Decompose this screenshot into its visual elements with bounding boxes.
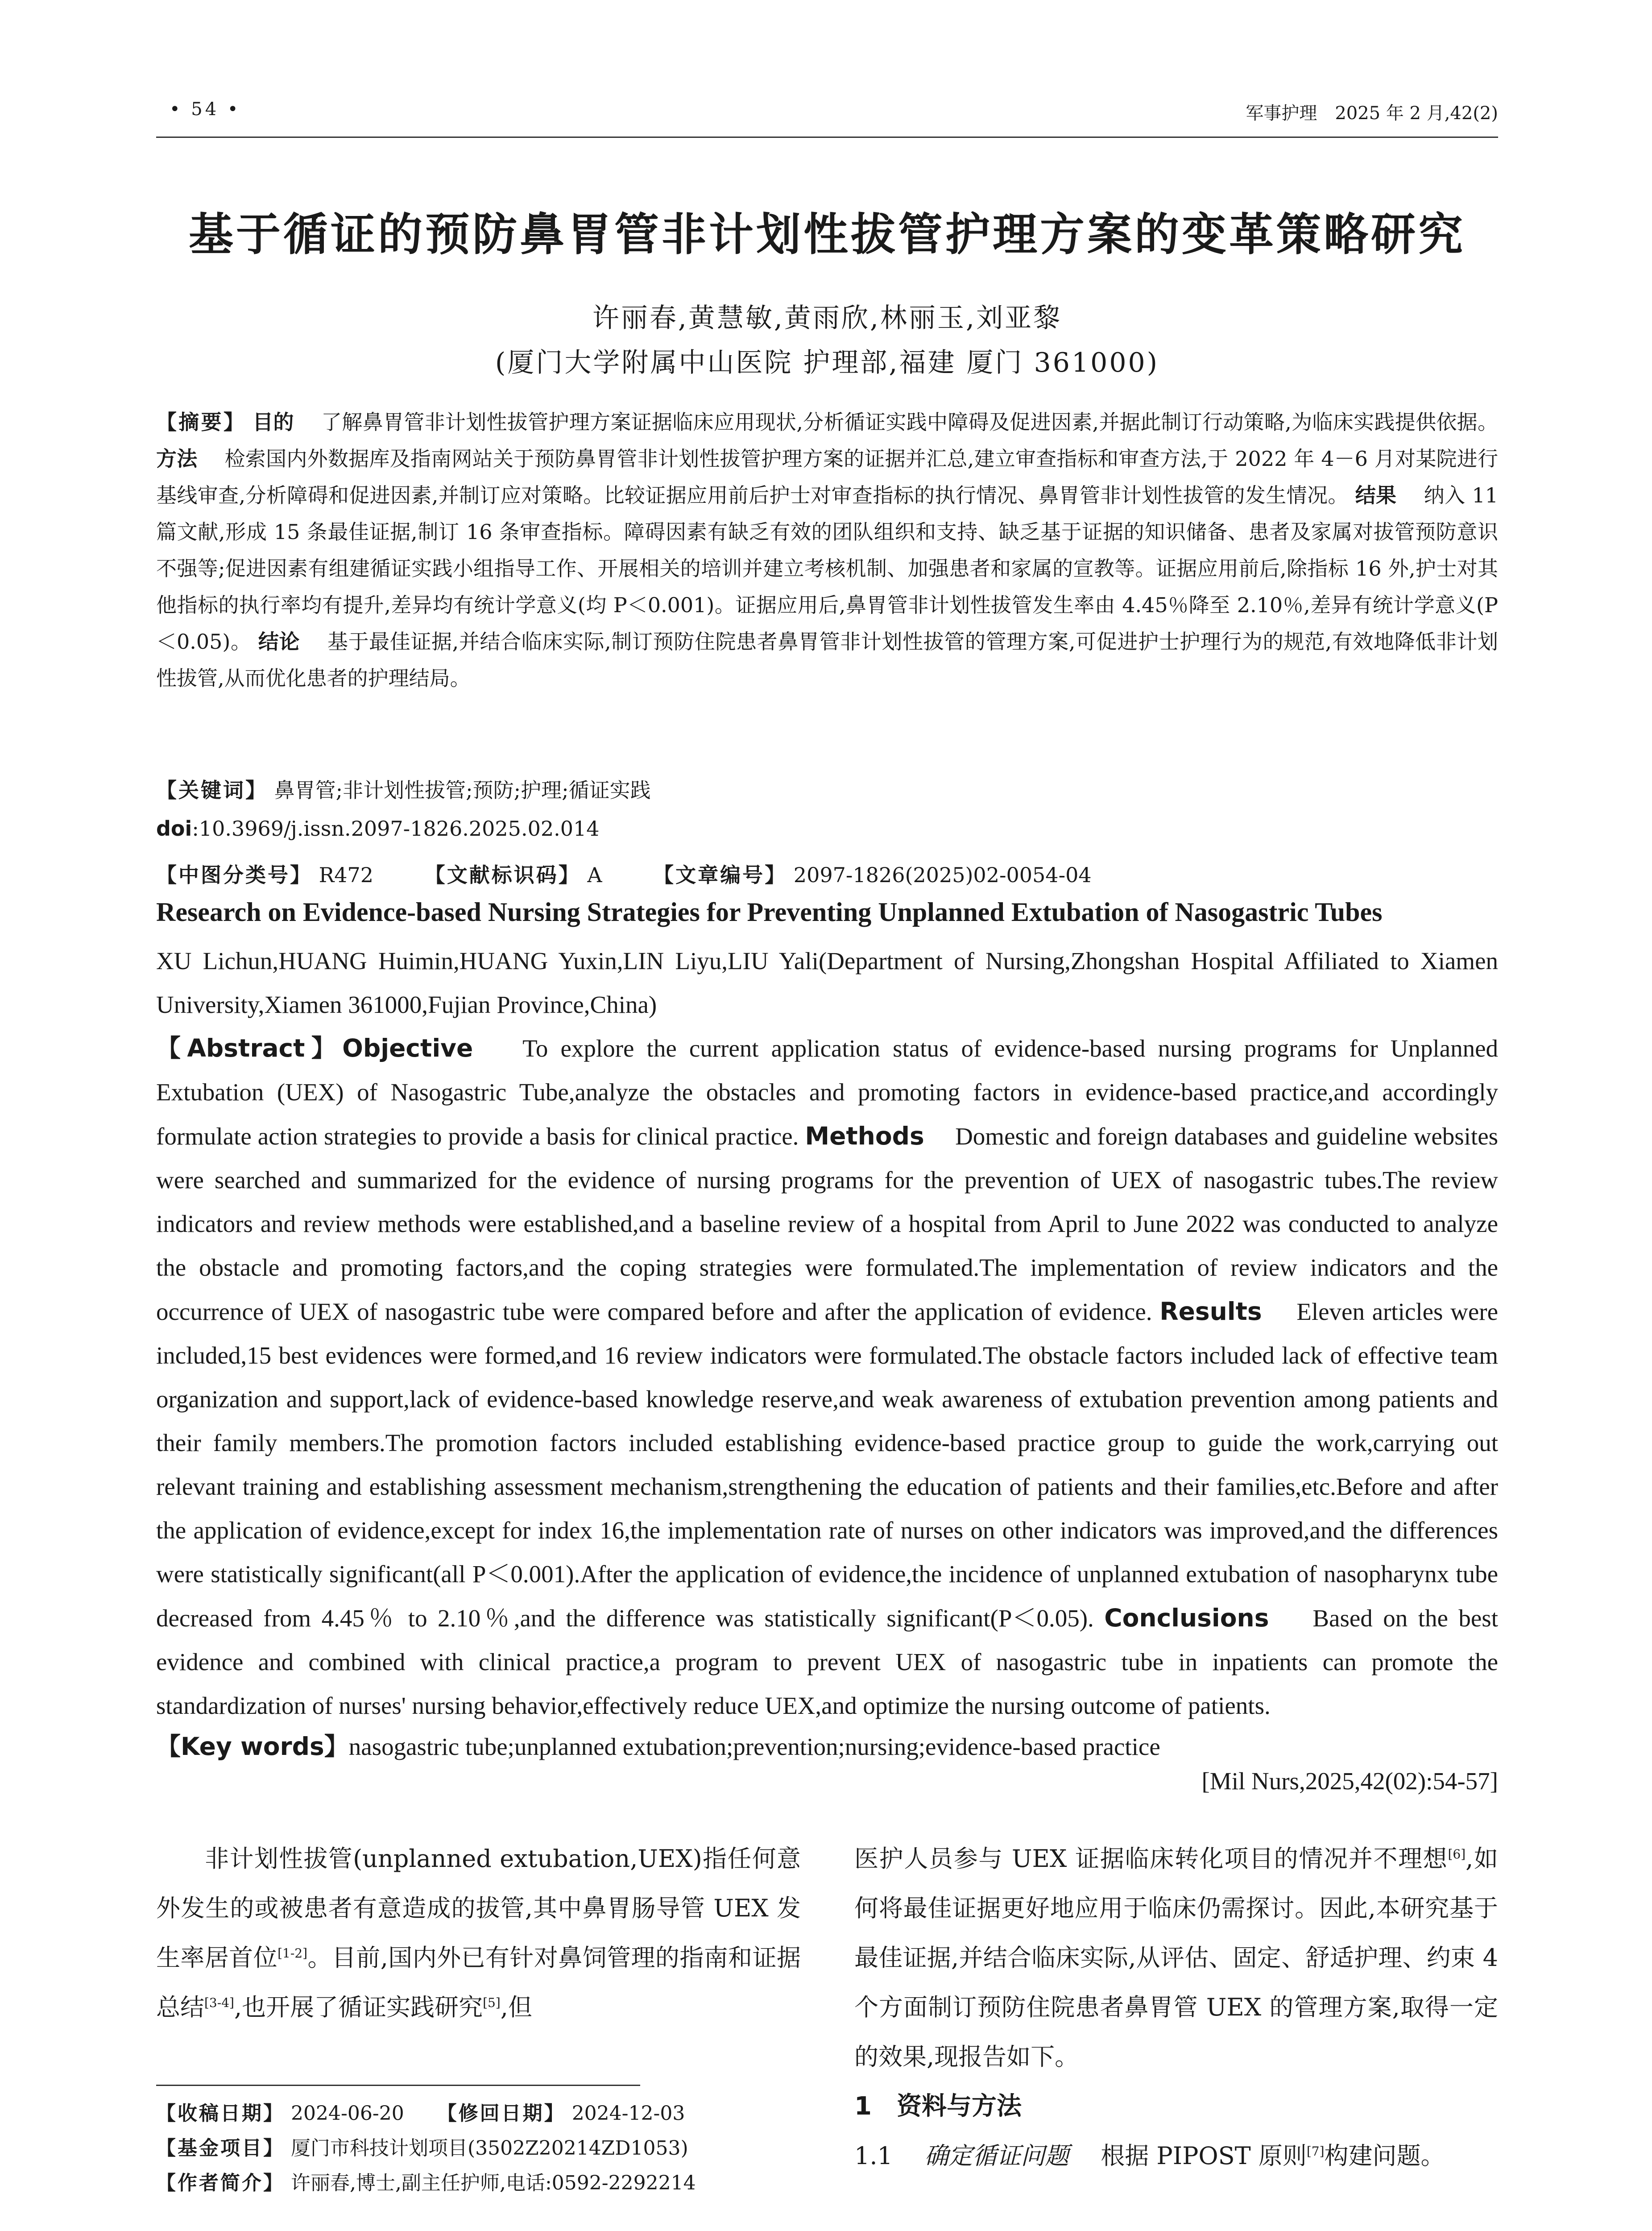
journal-info: 军事护理 2025 年 2 月,42(2): [1246, 103, 1498, 124]
abstract-en: [156, 1026, 1498, 1728]
intro-text-1: 非计划性拔管(unplanned extubation,UEX)指任何意外发生的或被患者有意造成的拔管,其中鼻胃肠导管 UEX 发生率居首位: [156, 1845, 801, 1972]
clc-value: R472: [319, 863, 374, 887]
results-label: 结果: [1355, 483, 1397, 507]
keywords-cn: [156, 774, 651, 804]
results-en-label: Results: [1159, 1297, 1262, 1326]
article-number-label: 【文章编号】: [653, 863, 787, 887]
doc-code-label: 【文献标识码】: [424, 863, 581, 887]
objective-en-label: Objective: [342, 1034, 473, 1062]
keywords-en-text: nasogastric tube;unplanned extubation;prevention;nursing;evidence-based practice: [348, 1733, 1160, 1760]
page-number: • 54 •: [170, 99, 241, 120]
keywords-en: [156, 1725, 1498, 1769]
intro-text-2: 。目前,国内外已有针对鼻饲管理的指南和证据总结: [156, 1944, 801, 2021]
received-date: 2024-06-20: [291, 2102, 404, 2125]
objective-text: 了解鼻胃管非计划性拔管护理方案证据临床应用现状,分析循证实践中障碍及促进因素,并据此制订行动策略,为临床实践提供依据。: [321, 410, 1498, 434]
section-heading: 1 资料与方法: [854, 2092, 1022, 2121]
subsection-text-2: 构建问题。: [1324, 2142, 1445, 2170]
revised-date: 2024-12-03: [571, 2102, 685, 2125]
abstract-en-label: 【Abstract】: [156, 1034, 343, 1062]
subsection: [854, 2131, 1498, 2181]
author-bio-text: 许丽春,博士,副主任护师,电话:0592-2292214: [291, 2172, 696, 2194]
author-bio-label: 【作者简介】: [156, 2172, 285, 2194]
methods-text: 检索国内外数据库及指南网站关于预防鼻胃管非计划性拔管护理方案的证据并汇总,建立审查指标和审查方法,于 2022 年 4－6 月对某院进行基线审查,分析障碍和促进因素,并制订应对策略。比较证据应用前后护士对审查指标的执行情况、鼻胃管非计划性拔管的发生情况。: [156, 447, 1499, 507]
conclusion-label: 结论: [258, 630, 300, 654]
doc-code-value: A: [587, 863, 602, 887]
doi-label: doi: [156, 817, 192, 841]
doi-text: :10.3969/j.issn.2097-1826.2025.02.014: [192, 817, 600, 841]
affiliation: (厦门大学附属中山医院 护理部,福建 厦门 361000): [495, 347, 1159, 378]
body-right-column: [854, 1834, 1498, 2181]
article-number-value: 2097-1826(2025)02-0054-04: [793, 863, 1092, 887]
subsection-title: 确定循证问题: [924, 2142, 1069, 2170]
keywords-text: 鼻胃管;非计划性拔管;预防;护理;循证实践: [274, 778, 651, 802]
footnote-fund: [156, 2132, 688, 2161]
citation: [Mil Nurs,2025,42(02):54-57]: [1201, 1767, 1498, 1795]
intro-text-3: ,也开展了循证实践研究: [234, 1993, 483, 2021]
abstract-cn: [156, 404, 1498, 697]
reference-mark: [3-4]: [204, 1995, 234, 2010]
methods-en-label: Methods: [805, 1122, 924, 1150]
objective-en-text: To explore the current application status of evidence-based nursing programs for Unplanned Extubation (UEX) of Nasogastric Tube,analyze the obstacles and promoting factors in evidence-based practice,and accordingly formulate action strategies to provide a basis for clinical practice.: [156, 1035, 1498, 1150]
results-text: 纳入 11 篇文献,形成 15 条最佳证据,制订 16 条审查指标。障碍因素有缺乏有效的团队组织和支持、缺乏基于证据的知识储备、患者及家属对拔管预防意识不强等;促进因素有组建循证实践小组指导工作、开展相关的培训并建立考核机制、加强患者和家属的宣教等。证据应用前后,除指标 16 外,护士对其他指标的执行率均有提升,差异均有统计学意义(均 P＜0.001)。证据应用后,鼻胃管非计划性拔管发生率由 4.45％降至 2.10％,差异有统计学意义(P＜0.05)。: [156, 483, 1499, 654]
keywords-label: 【关键词】: [156, 778, 268, 802]
conclusions-en-label: Conclusions: [1104, 1604, 1269, 1632]
reference-mark: [7]: [1306, 2144, 1325, 2159]
revised-label: 【修回日期】: [437, 2102, 566, 2125]
methods-label: 方法: [156, 447, 198, 471]
doi-line: [156, 817, 600, 841]
footnote-dates: [156, 2097, 685, 2126]
received-label: 【收稿日期】: [156, 2102, 285, 2125]
author-list: 许丽春,黄慧敏,黄雨欣,林丽玉,刘亚黎: [592, 303, 1062, 334]
body-text-1: 医护人员参与 UEX 证据临床转化项目的情况并不理想: [854, 1845, 1448, 1873]
classification-line: [156, 859, 1092, 888]
reference-mark: [1-2]: [277, 1946, 308, 1961]
keywords-en-label: 【Key words】: [156, 1732, 349, 1761]
clc-label: 【中图分类号】: [156, 863, 312, 887]
fund-text: 厦门市科技计划项目(3502Z20214ZD1053): [291, 2137, 688, 2160]
objective-label: 目的: [253, 410, 294, 434]
fund-label: 【基金项目】: [156, 2137, 285, 2160]
english-title: Research on Evidence-based Nursing Strategies for Preventing Unplanned Extubation of Nasogastric Tubes: [156, 897, 1383, 927]
methods-en-text: Domestic and foreign databases and guideline websites were searched and summarized for the evidence of nursing programs for the prevention of UEX of nasogastric tubes.The review indicators and review methods were established,and a baseline review of a hospital from April to June 2022 was conducted to analyze the obstacle and promoting factors,and the coping strategies were formulated.The implementation of review indicators and the occurrence of UEX of nasogastric tube were compared before and after the application of evidence.: [156, 1123, 1499, 1325]
reference-mark: [6]: [1448, 1847, 1466, 1862]
paper-title: 基于循证的预防鼻胃管非计划性拔管护理方案的变革策略研究: [189, 208, 1466, 261]
conclusions-en-text: Based on the best evidence and combined with clinical practice,a program to prevent UEX of nasogastric tube in inpatients can promote the standardization of nurses' nursing behavior,effectively reduce UEX,and optimize the nursing outcome of patients.: [156, 1605, 1498, 1719]
reference-mark: [5]: [483, 1995, 501, 2010]
body-text-2: ,如何将最佳证据更好地应用于临床仍需探讨。因此,本研究基于最佳证据,并结合临床实际,从评估、固定、舒适护理、约束 4 个方面制订预防住院患者鼻胃管 UEX 的管理方案,取得一定的效果,现报告如下。: [854, 1845, 1498, 2071]
abstract-label: 【摘要】: [156, 410, 246, 434]
english-authors: XU Lichun,HUANG Huimin,HUANG Yuxin,LIN Liyu,LIU Yali(Department of Nursing,Zhongshan Hospital Affiliated to Xiamen University,Xiamen 361000,Fujian Province,China): [156, 947, 1498, 1018]
conclusion-text: 基于最佳证据,并结合临床实际,制订预防住院患者鼻胃管非计划性拔管的管理方案,可促进护士护理行为的规范,有效地降低非计划性拔管,从而优化患者的护理结局。: [156, 630, 1499, 690]
header-divider: [156, 137, 1498, 138]
footnote-author: [156, 2167, 696, 2195]
subsection-text: 根据 PIPOST 原则: [1101, 2142, 1307, 2170]
footnote-divider: [156, 2085, 640, 2086]
body-left-column: [156, 1834, 801, 2032]
subsection-number: 1.1: [854, 2142, 893, 2170]
results-en-text: Eleven articles were included,15 best evidences were formed,and 16 review indicators were formulated.The obstacle factors included lack of effective team organization and support,lack of evidence-based knowledge reserve,and weak awareness of extubation prevention among patients and their family members.The promotion factors included establishing evidence-based practice group to guide the work,carrying out relevant training and establishing assessment mechanism,strengthening the education of patients and their families,etc.Before and after the application of evidence,except for index 16,the implementation rate of nurses on other indicators was improved,and the differences were statistically significant(all P＜0.001).After the application of evidence,the incidence of unplanned extubation of nasopharynx tube decreased from 4.45％ to 2.10％,and the difference was statistically significant(P＜0.05).: [156, 1298, 1498, 1632]
intro-text-4: ,但: [500, 1993, 532, 2021]
